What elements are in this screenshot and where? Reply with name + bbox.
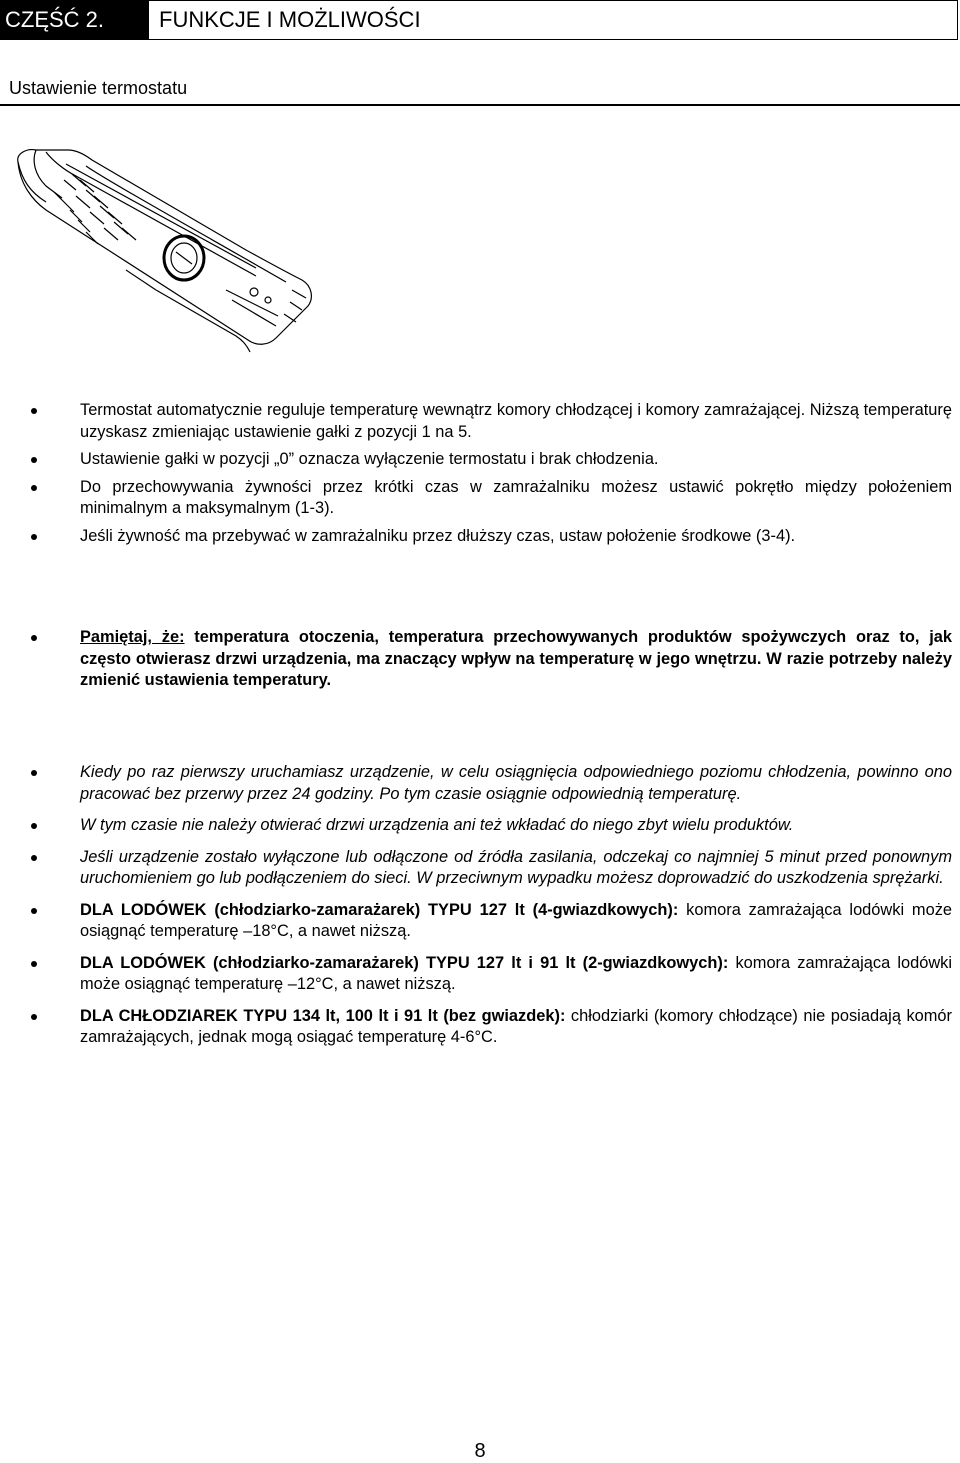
type-2-star-text: komora zamrażająca lodówki może osiągnąć temperaturę –12°C, a nawet niższą. [80, 953, 952, 993]
note-list [0, 627, 960, 692]
list-item: Termostat automatycznie reguluje temperaturę wewnątrz komory chłodzącej i komory zamrażającej. Niższą temperaturę uzyskasz zmieniając ustawienie gałki z pozycji 1 na 5. [0, 400, 960, 443]
note-item [0, 627, 960, 692]
list-item-first-run: Kiedy po raz pierwszy uruchamiasz urządzenie, w celu osiągnięcia odpowiedniego poziomu chłodzenia, powinno ono pracować bez przerwy przez 24 godziny. Po tym czasie osiągnie odpowiednią temperaturę. [0, 762, 960, 805]
list-item-cooler [0, 1006, 960, 1049]
list-item-no-open: W tym czasie nie należy otwierać drzwi urządzenia ani też wkładać do niego zbyt wielu produktów. [0, 815, 960, 837]
refrigerator-thermostat-illustration [6, 140, 316, 360]
list-item-restart: Jeśli urządzenie zostało wyłączone lub odłączone od źródła zasilania, odczekaj co najmniej 5 minut przed ponownym uruchomieniem go lub podłączeniem do sieci. W przeciwnym wypadku możesz doprowadzić do uszkodzenia sprężarki. [0, 847, 960, 890]
cooler-text: chłodziarki (komory chłodzące) nie posiadają komór zamrażających, jednak mogą osiągać temperaturę 4-6°C. [80, 1006, 952, 1046]
list-item: Ustawienie gałki w pozycji „0” oznacza wyłączenie termostatu i brak chłodzenia. [0, 449, 960, 471]
type-4-star-heading: DLA LODÓWEK (chłodziarko-zamarażarek) TYPU 127 lt (4-gwiazdkowych): [80, 900, 679, 919]
list-item-type-4-star [0, 900, 960, 943]
section-title: Ustawienie termostatu [9, 78, 188, 98]
list-item: Jeśli żywność ma przebywać w zamrażalniku przez dłuższy czas, ustaw położenie środkowe (3-4). [0, 526, 960, 548]
page-number: 8 [474, 1440, 486, 1462]
cooler-heading: DLA CHŁODZIAREK TYPU 134 lt, 100 lt i 91 lt (bez gwiazdek): [80, 1006, 566, 1025]
note-text: temperatura otoczenia, temperatura przechowywanych produktów spożywczych oraz to, jak często otwierasz drzwi urządzenia, ma znaczący wpływ na temperaturę w jego wnętrzu. W razie potrzeby należy zmienić ustawienia temperatury. [80, 628, 953, 689]
thermostat-info-list [0, 400, 960, 553]
chapter-title: FUNKCJE I MOŻLIWOŚCI [159, 7, 421, 32]
chapter-number: CZĘŚĆ 2. [1, 1, 149, 39]
chapter-header [0, 0, 958, 40]
type-2-star-heading: DLA LODÓWEK (chłodziarko-zamarażarek) TYPU 127 lt i 91 lt (2-gwiazdkowych): [80, 953, 729, 972]
section-divider [0, 104, 960, 106]
note-lead: Pamiętaj, że: [80, 628, 185, 646]
list-item: Do przechowywania żywności przez krótki czas w zamrażalniku możesz ustawić pokrętło między położeniem minimalnym a maksymalnym (1-3). [0, 477, 960, 520]
type-4-star-text: komora zamrażająca lodówki może osiągnąć temperaturę –18°C, a nawet niższą. [80, 900, 953, 940]
operation-list [0, 762, 960, 1059]
list-item-type-2-star [0, 953, 960, 996]
